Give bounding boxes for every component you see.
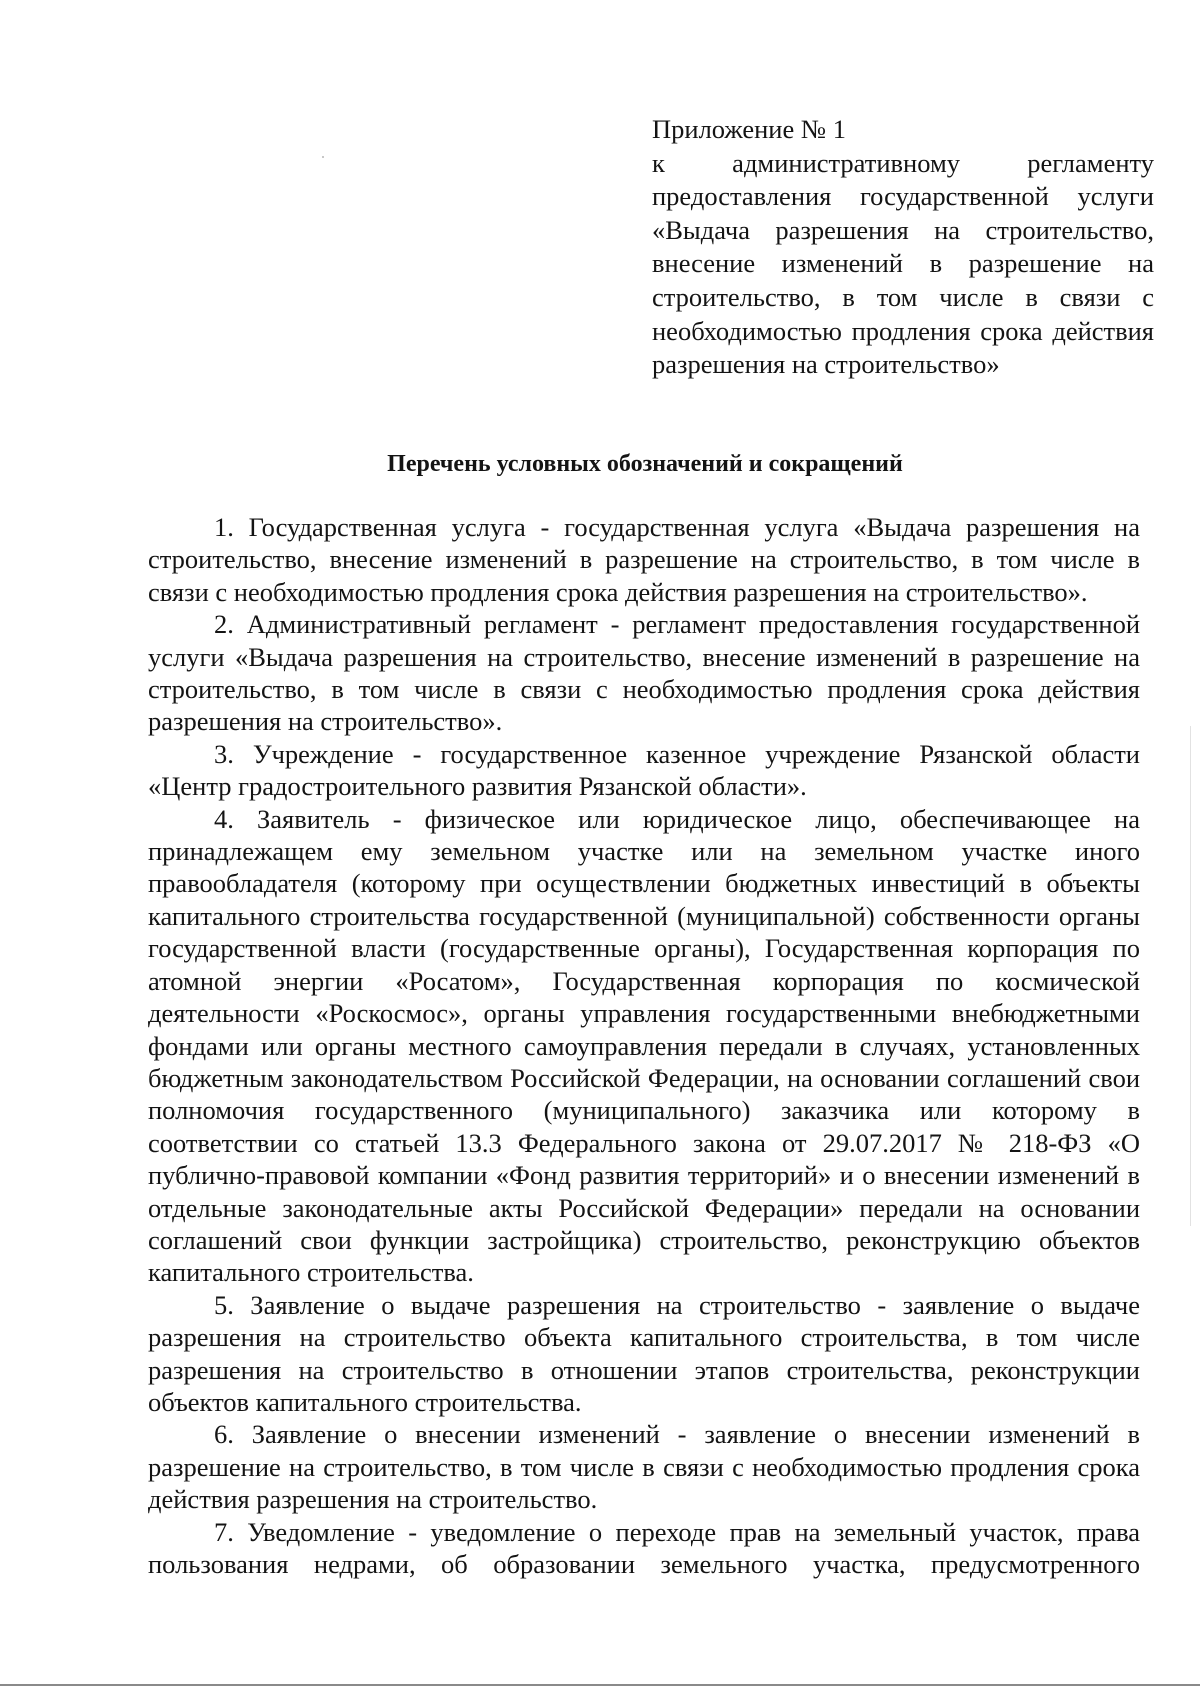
abbreviations-list [148,511,1140,1580]
appendix-title: Приложение № 1 [652,114,847,144]
scan-speck [322,156,324,158]
list-item-2: 2. Административный регламент - регламент предоставления государственной услуги «Выдача разрешения на строительство, внесение изменений в разрешение на строительство, в том числе в связи с необходимостью продления срока действия разрешения на строительство». [148,609,1140,737]
list-item-6: 6. Заявление о внесении изменений - заявление о внесении изменений в разрешение на строительство, в том числе в связи с необходимостью продления срока действия разрешения на строительство. [148,1419,1140,1515]
document-heading: Перечень условных обозначений и сокращений [387,451,903,477]
appendix-block [652,113,1154,382]
scan-bottom-line [0,1684,1200,1686]
scan-edge-mark [1190,726,1191,1226]
list-item-5: 5. Заявление о выдаче разрешения на строительство - заявление о выдаче разрешения на строительство объекта капитального строительства, в том числе разрешения на строительство в отношении этапов строительства, реконструкции объектов капитального строительства. [148,1289,1140,1417]
list-item-1: 1. Государственная услуга - государственная услуга «Выдача разрешения на строительство, внесение изменений в разрешение на строительство, в том числе в связи с необходимостью продления срока действия разрешения на строительство». [148,512,1140,607]
list-item-3: 3. Учреждение - государственное казенное учреждение Рязанской области «Центр градостроительного развития Рязанской области». [148,738,1140,802]
list-item-7: 7. Уведомление - уведомление о переходе прав на земельный участок, права пользования недрами, об образовании земельного участка, предусмотренного [148,1516,1140,1579]
list-item-4: 4. Заявитель - физическое или юридическое лицо, обеспечивающее на принадлежащем ему земельном участке или на земельном участке иного правообладателя (которому при осуществлении бюджетных инвестиций в объекты капитального строительства государственной (муниципальной) собственности органы государственной власти (государственные органы), Государственная корпорация по атомной энергии «Росатом», Государственная корпорация по космической деятельности «Роскосмос», органы управления государственными внебюджетными фондами или органы местного самоуправления передали в случаях, установленных бюджетным законодательством Российской Федерации, на основании соглашений свои полномочия государственного (муниципального) заказчика или которому в соответствии со статьей 13.3 Федерального закона от 29.07.2017 № 218-ФЗ «О публично-правовой компании «Фонд развития территорий» и о внесении изменений в отдельные законодательные акты Российской Федерации» передали на основании соглашений свои функции застройщика) строительство, реконструкцию объектов капитального строительства. [148,803,1140,1288]
appendix-text: к административному регламенту предоставления государственной услуги «Выдача разрешения на строительство, внесение изменений в разрешение на строительство, в том числе в связи с необходимостью продления срока действия разрешения на строительство» [652,147,1154,380]
